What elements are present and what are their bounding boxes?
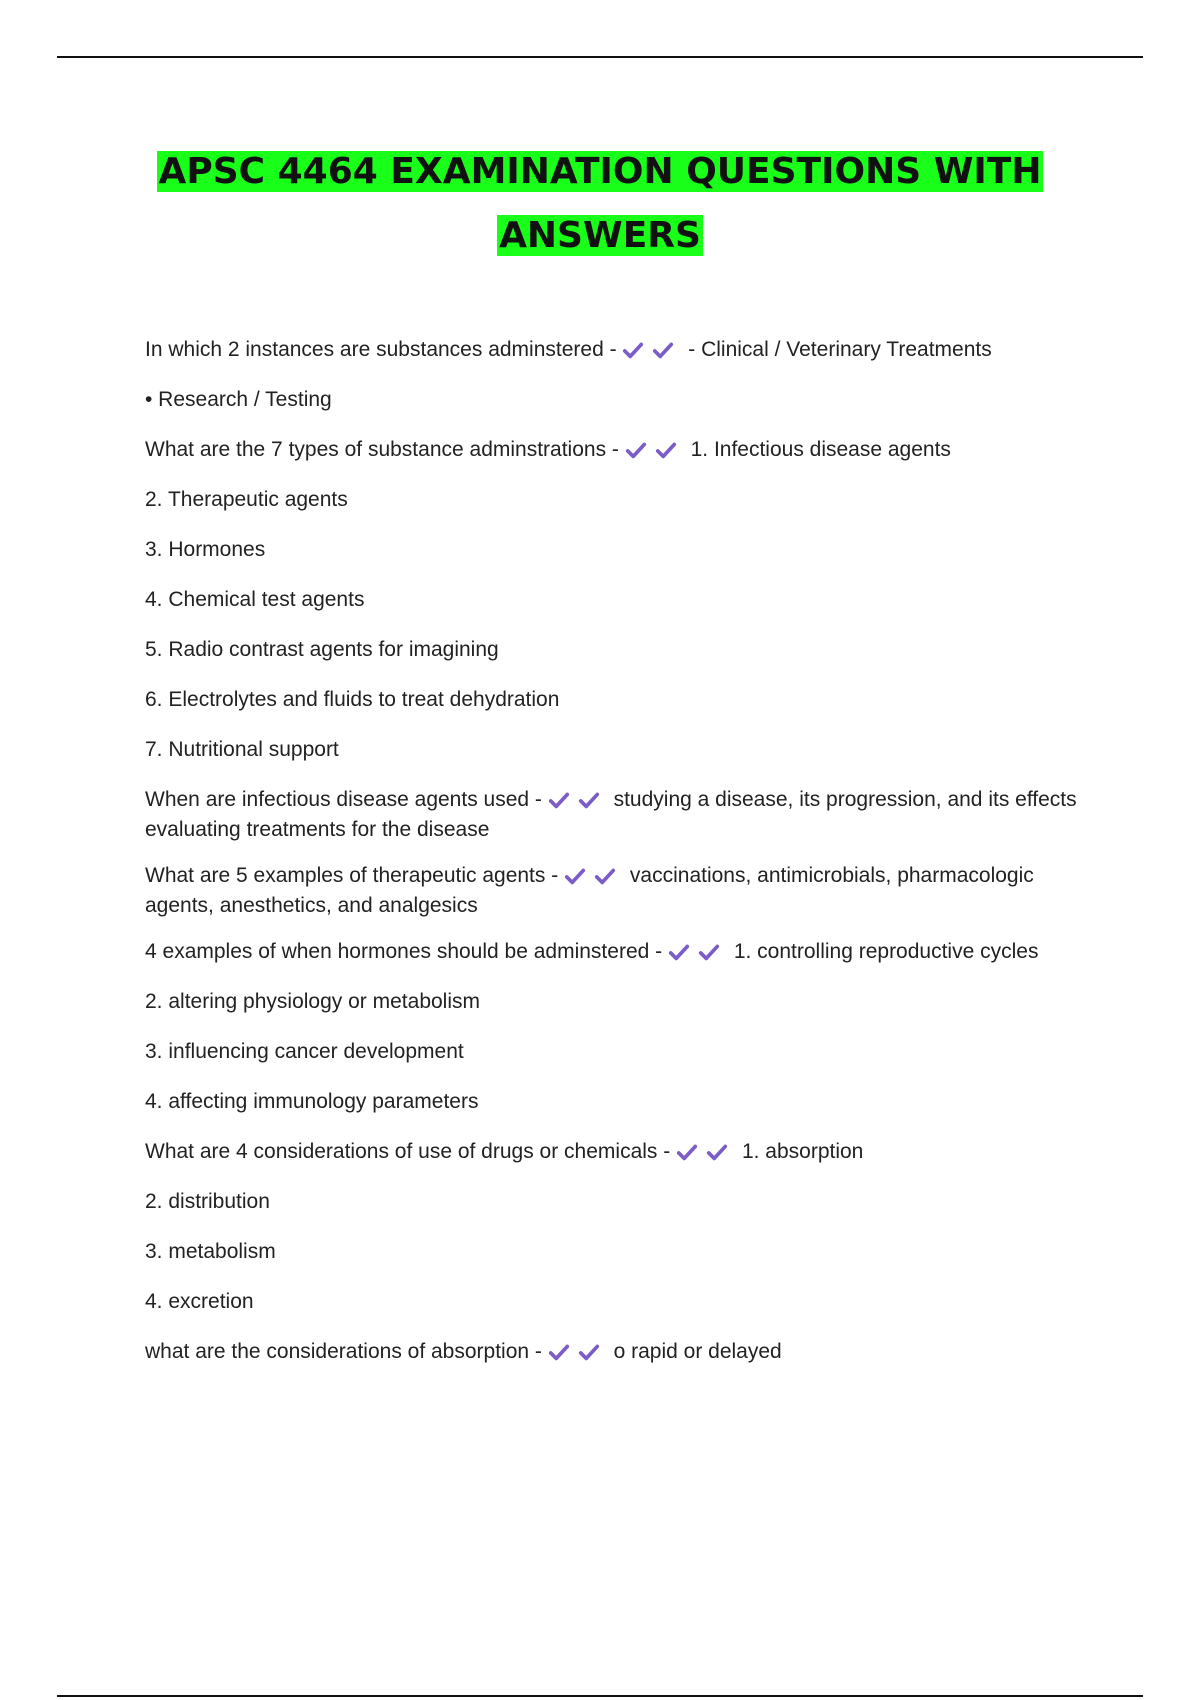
question-text: When are infectious disease agents used - — [145, 788, 542, 811]
answer-line: 7. Nutritional support — [145, 738, 339, 761]
check-icon — [548, 789, 570, 811]
qa-item — [145, 937, 1090, 967]
answer-line: 4. excretion — [145, 1290, 254, 1313]
answer-line: 2. distribution — [145, 1190, 270, 1213]
check-pair — [668, 940, 728, 963]
check-icon — [578, 1341, 600, 1363]
check-icon — [676, 1141, 698, 1163]
check-pair — [564, 864, 624, 887]
top-rule — [57, 56, 1143, 58]
qa-item — [145, 335, 1090, 365]
check-icon — [548, 1341, 570, 1363]
question-text: What are the 7 types of substance adminstrations - — [145, 438, 619, 461]
answer-line: 6. Electrolytes and fluids to treat dehydration — [145, 688, 560, 711]
answer-text: studying a disease, its progression, and its effects evaluating treatments for the disease — [145, 788, 1077, 841]
title-line-1: APSC 4464 EXAMINATION QUESTIONS WITH — [158, 151, 1042, 192]
qa-item — [145, 861, 1090, 921]
check-pair — [548, 788, 608, 811]
answer-line: • Research / Testing — [145, 388, 332, 411]
question-text: what are the considerations of absorption - — [145, 1340, 542, 1363]
answer-line: 2. altering physiology or metabolism — [145, 990, 480, 1013]
check-icon — [622, 339, 644, 361]
answer-line: 3. metabolism — [145, 1240, 276, 1263]
answer-line: 3. influencing cancer development — [145, 1040, 464, 1063]
check-icon — [652, 339, 674, 361]
check-icon — [655, 439, 677, 461]
check-pair — [676, 1140, 736, 1163]
answer-text: vaccinations, antimicrobials, pharmacologic agents, anesthetics, and analgesics — [145, 864, 1034, 917]
qa-item — [145, 1337, 1090, 1367]
check-pair — [622, 338, 682, 361]
check-icon — [564, 865, 586, 887]
qa-item — [145, 435, 1090, 465]
check-pair — [625, 438, 685, 461]
bottom-rule — [57, 1695, 1143, 1697]
check-icon — [625, 439, 647, 461]
check-pair — [548, 1340, 608, 1363]
qa-content — [145, 335, 1090, 1387]
qa-item — [145, 785, 1090, 845]
answer-text: - Clinical / Veterinary Treatments — [688, 338, 992, 361]
title-line-2: ANSWERS — [499, 215, 701, 256]
answer-text: 1. absorption — [741, 1140, 864, 1163]
answer-line: 4. Chemical test agents — [145, 588, 365, 611]
answer-line: 5. Radio contrast agents for imagining — [145, 638, 499, 661]
answer-line: 4. affecting immunology parameters — [145, 1090, 479, 1113]
check-icon — [594, 865, 616, 887]
answer-text: 1. controlling reproductive cycles — [733, 940, 1039, 963]
qa-item — [145, 1137, 1090, 1167]
question-text: 4 examples of when hormones should be adminstered - — [145, 940, 663, 963]
question-text: In which 2 instances are substances adminstered - — [145, 338, 617, 361]
answer-text: 1. Infectious disease agents — [690, 438, 951, 461]
question-text: What are 4 considerations of use of drugs or chemicals - — [145, 1140, 671, 1163]
check-icon — [668, 941, 690, 963]
document-title — [0, 140, 1200, 268]
check-icon — [578, 789, 600, 811]
answer-line: 3. Hormones — [145, 538, 266, 561]
check-icon — [706, 1141, 728, 1163]
question-text: What are 5 examples of therapeutic agents - — [145, 864, 559, 887]
answer-line: 2. Therapeutic agents — [145, 488, 348, 511]
check-icon — [698, 941, 720, 963]
answer-text: o rapid or delayed — [613, 1340, 782, 1363]
